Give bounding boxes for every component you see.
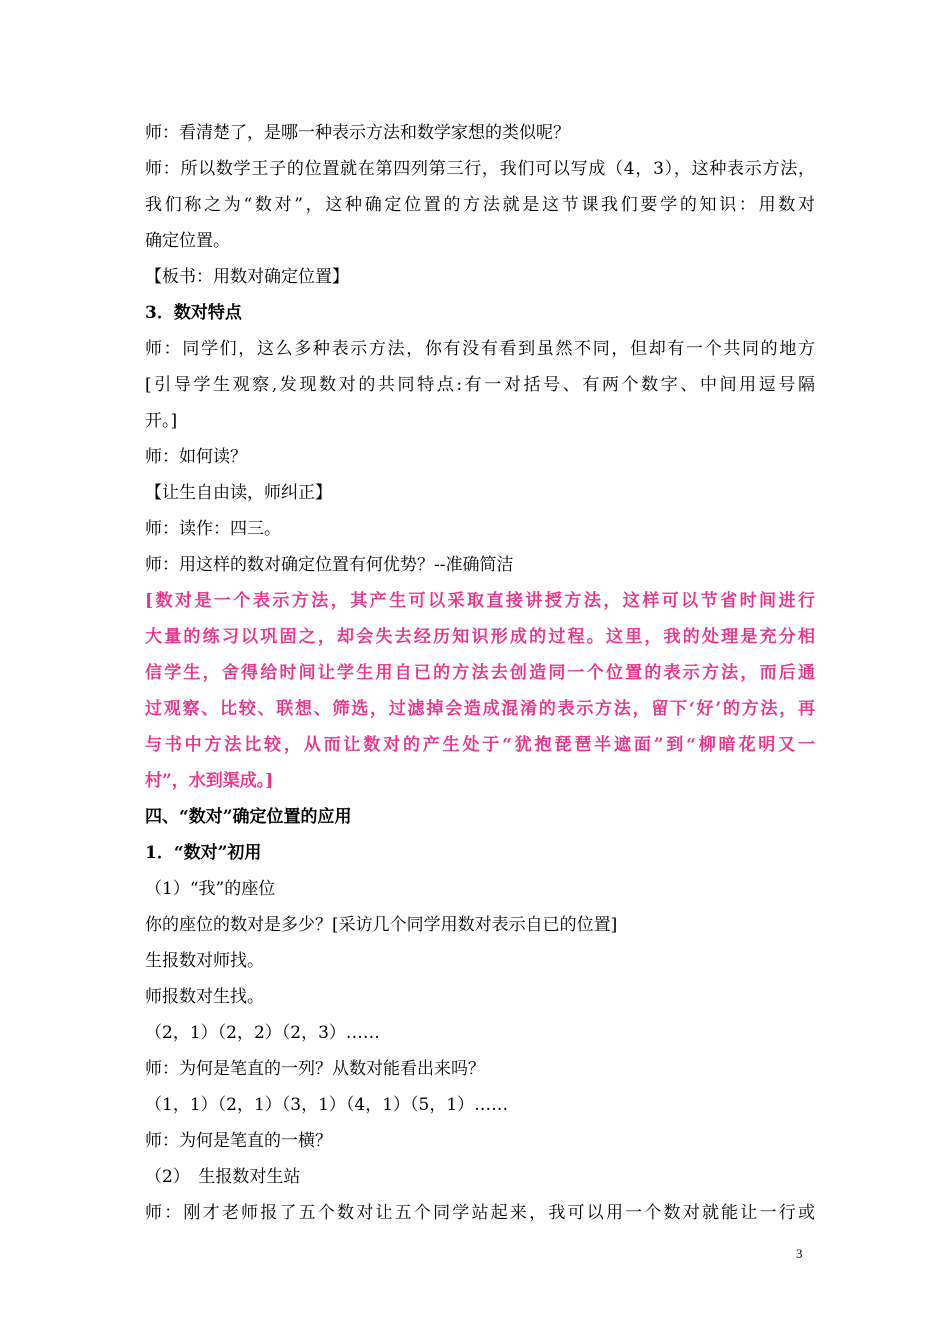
text-line: 师：所以数学王子的位置就在第四列第三行，我们可以写成（4，3），这种表示方法， <box>145 159 815 179</box>
annotation-line: 与书中方法比较，从而让数对的产生处于“犹抱琵琶半遮面”到“柳暗花明又一 <box>145 735 815 755</box>
text-line: 师：如何读？ <box>145 447 247 467</box>
annotation-line: 村”，水到渠成。] <box>145 771 274 791</box>
annotation-line: 过观察、比较、联想、筛选，过滤掉会造成混淆的表示方法，留下‘好’的方法，再 <box>145 699 815 719</box>
text-line: （2，1）（2，2）（2，3）…… <box>145 1023 380 1043</box>
text-line: （1，1）（2，1）（3，1）（4，1）（5，1）…… <box>145 1095 509 1115</box>
section-heading: 四、“数对”确定位置的应用 <box>145 807 352 827</box>
text-line: 师报数对生找。 <box>145 987 264 1007</box>
section-heading: 3．数对特点 <box>145 303 242 323</box>
text-line: 师：同学们，这么多种表示方法，你有没有看到虽然不同，但却有一个共同的地方 <box>145 339 815 359</box>
annotation-line: [数对是一个表示方法，其产生可以采取直接讲授方法，这样可以节省时间进行 <box>145 591 815 611</box>
text-line: 师：刚才老师报了五个数对让五个同学站起来，我可以用一个数对就能让一行或 <box>145 1203 815 1223</box>
text-line: 开。] <box>145 411 178 431</box>
text-line: （1）“我”的座位 <box>145 879 276 899</box>
annotation-line: 信学生，舍得给时间让学生用自已的方法去创造同一个位置的表示方法，而后通 <box>145 663 815 683</box>
section-heading: 1．“数对”初用 <box>145 843 262 863</box>
text-line: 生报数对师找。 <box>145 951 264 971</box>
text-line: 【让生自由读，师纠正】 <box>145 483 332 503</box>
text-line: 师：为何是笔直的一横？ <box>145 1131 332 1151</box>
text-line: 【板书：用数对确定位置】 <box>145 267 349 287</box>
text-line: 确定位置。 <box>145 231 230 251</box>
text-line: 师：为何是笔直的一列？从数对能看出来吗？ <box>145 1059 485 1079</box>
text-line: 你的座位的数对是多少？[采访几个同学用数对表示自已的位置] <box>145 915 618 935</box>
text-line: 师：用这样的数对确定位置有何优势？--准确简洁 <box>145 555 514 575</box>
text-line: （2） 生报数对生站 <box>145 1167 301 1187</box>
page-number: 3 <box>796 1246 803 1261</box>
text-line: 师：看清楚了，是哪一种表示方法和数学家想的类似呢？ <box>145 123 570 143</box>
text-line: 师：读作：四三。 <box>145 519 281 539</box>
text-line: [引导学生观察,发现数对的共同特点:有一对括号、有两个数字、中间用逗号隔 <box>145 375 815 395</box>
document-body <box>145 115 815 1231</box>
annotation-line: 大量的练习以巩固之，却会失去经历知识形成的过程。这里，我的处理是充分相 <box>145 627 815 647</box>
text-line: 我们称之为“数对”，这种确定位置的方法就是这节课我们要学的知识：用数对 <box>145 195 815 215</box>
